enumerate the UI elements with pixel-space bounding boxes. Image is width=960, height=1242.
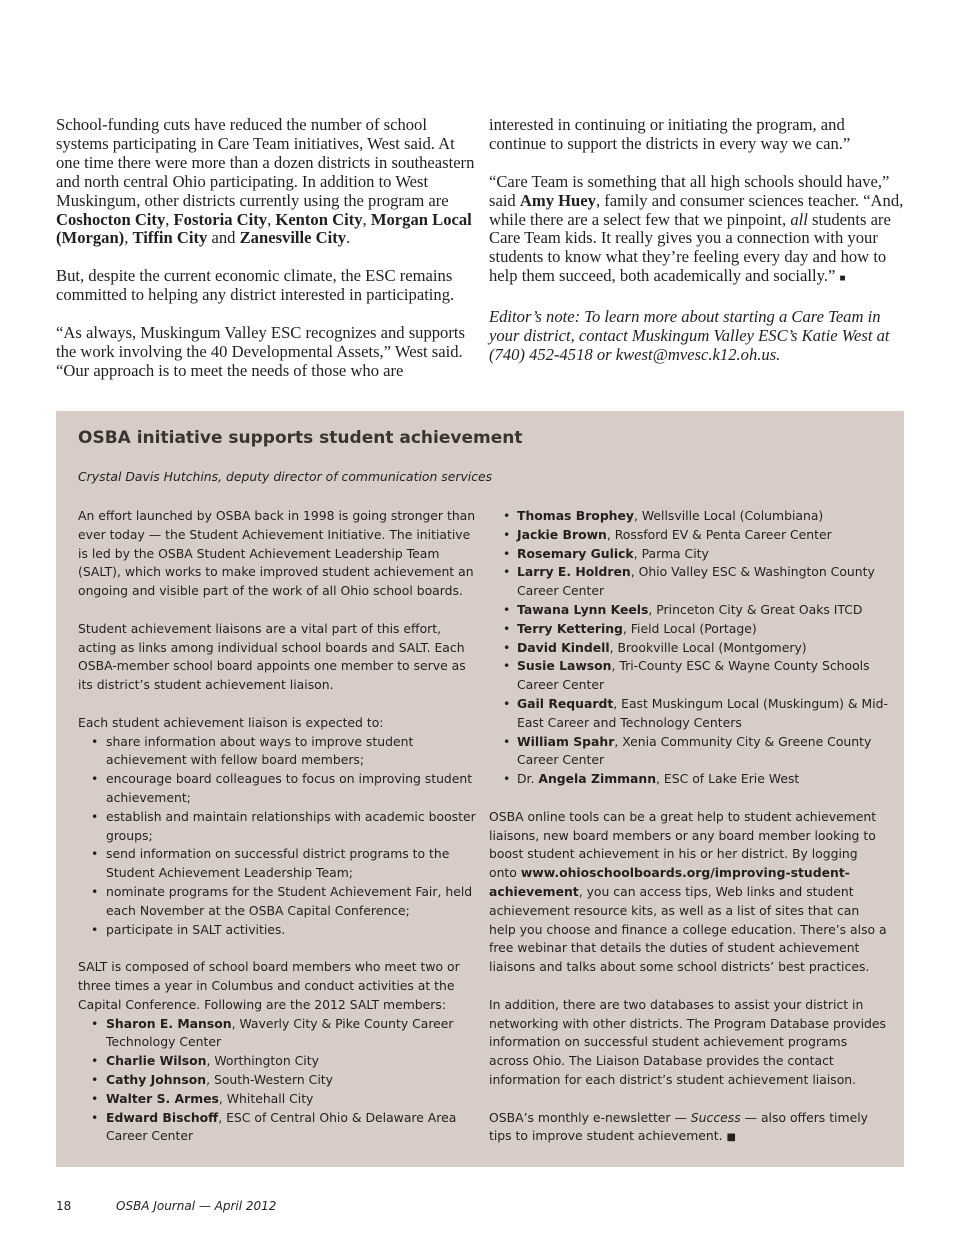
list-item [78,883,476,921]
article-right-column [489,116,904,384]
text-run: , Field Local (Portage) [622,620,757,636]
bold-text: Susie Lawson [517,658,612,674]
italic-text: all [790,209,808,229]
paragraph [489,1109,889,1149]
end-mark: ■ [726,1132,736,1144]
sidebar-left-column [78,507,476,1165]
list-item [78,921,476,940]
bold-text: Coshocton City [56,209,166,229]
text-run: nominate programs for the Student Achievement Fair, held each November at the OSBA Capital Conference; [106,883,473,918]
text-run: and [207,228,240,248]
bold-text: Charlie Wilson [106,1053,207,1069]
paragraph [78,958,476,1014]
list-item [489,545,889,564]
article-right-paragraphs [489,116,904,289]
list-item [78,845,476,883]
list-item [78,808,476,846]
bold-text: Gail Requardt [517,695,614,711]
text-run: An effort launched by OSBA back in 1998 is going stronger than ever today — the Student Achievement Initiative. The initiative is led by the OSBA Student Achievement Leadership Team (SALT), which works to make improved student achievement an ongoing and visible part of the work of all Ohio school boards. [78,508,476,599]
bold-text: Fostoria City [173,209,268,229]
bold-text: Rosemary Gulick [517,545,634,561]
list-item [489,563,889,601]
bold-text: Cathy Johnson [106,1071,207,1087]
list-item [489,526,889,545]
text-run: Each student achievement liaison is expected to: [78,714,384,730]
paragraph [78,714,476,733]
text-run: Student achievement liaisons are a vital part of this effort, acting as links among individual school boards and SALT. Each OSBA-member school board appoints one member to serve as its district’s student achievement liaison. [78,620,466,693]
list-item [78,1015,476,1053]
text-run: . [346,228,351,248]
list-item [489,507,889,526]
text-run: share information about ways to improve student achievement with fellow board members; [106,733,414,768]
list-item [78,1071,476,1090]
bullet-list [78,1015,476,1147]
paragraph [56,324,476,381]
text-run: , ESC of Lake Erie West [656,771,800,787]
bold-text: www.ohioschoolboards.org/improving-student-achievement [489,865,850,899]
text-run: students are Care Team kids. It really gives you a connection with your students to know what they’re feeling every day and how to help them succeed, both academically and socially.” [489,209,891,286]
bold-text: Larry E. Holdren [517,564,631,580]
bold-text: Amy Huey [519,190,596,210]
list-item [489,695,889,733]
list-item [489,620,889,639]
text-run: encourage board colleagues to focus on improving student achievement; [106,771,473,805]
text-run: interested in continuing or initiating the program, and continue to support the districts in every way we can.” [489,115,851,153]
bold-text: Thomas Brophey [517,508,634,523]
text-run: , Wellsville Local (Columbiana) [634,508,824,523]
list-item [489,639,889,658]
text-run: , South-Western City [206,1071,333,1087]
text-run: OSBA’s monthly e-newsletter — [489,1109,691,1125]
sidebar-right-column [489,507,889,1167]
text-run: SALT is composed of school board members who meet two or three times a year in Columbus and conduct activities at the Capital Conference. Following are the 2012 SALT members: [78,959,460,1012]
bold-text: David Kindell [517,639,610,655]
paragraph [489,116,904,154]
list-item [489,770,889,789]
bullet-list [78,733,476,940]
text-run: , family and consumer sciences teacher. “And, while there are a select few that we pinpoint, [489,190,904,229]
paragraph [56,116,476,248]
text-run: , [267,209,276,229]
text-run: In addition, there are two databases to assist your district in networking with other districts. The Program Database provides information on successful student achievement programs across Ohio. The Liaison Database provides the contact information for each district’s student achievement liaison. [489,996,887,1087]
text-run: , East Muskingum Local (Muskingum) & Mid-East Career and Technology Centers [517,695,888,730]
text-run: , Parma City [633,545,709,561]
page-footer [56,1199,277,1213]
list-item [78,1052,476,1071]
text-run: send information on successful district programs to the Student Achievement Leadership Team; [106,846,450,881]
paragraph [78,507,476,601]
text-run: , you can access tips, Web links and student achievement resource kits, as well as a list of sites that can help you choose and finance a college education. There’s also a free webinar that details the duties of student achievement liaisons and talks about some school districts’ best practices. [489,883,887,975]
text-run: “As always, Muskingum Valley ESC recognizes and supports the work involving the 40 Developmental Assets,” West said. “Our approach is to meet the needs of those who are [56,322,465,380]
bold-text: Edward Bischoff [106,1109,219,1125]
page-number: 18 [56,1199,72,1213]
sidebar-byline: Crystal Davis Hutchins, deputy director of communication services [78,469,493,484]
text-run: , Princeton City & Great Oaks ITCD [648,601,863,617]
sidebar-title: OSBA initiative supports student achievement [78,428,523,448]
bold-text: Morgan Local (Morgan) [56,209,472,248]
text-run: , [165,209,174,229]
bold-text: Zanesville City [239,228,347,248]
list-item [78,733,476,771]
paragraph [489,996,889,1090]
text-run: “Care Team is something that all high schools should have,” said [489,171,890,210]
text-run: , Rossford EV & Penta Career Center [606,526,832,542]
list-item [78,770,476,808]
list-item [78,1090,476,1109]
bold-text: William Spahr [517,733,615,749]
text-run: , Ohio Valley ESC & Washington County Career Center [517,564,875,599]
list-item [489,657,889,695]
text-run: , Brookville Local (Montgomery) [609,639,807,655]
bullet-list [489,507,889,789]
bold-text: Walter S. Armes [106,1090,219,1106]
bold-text: Angela Zimmann [538,771,657,787]
paragraph [489,808,889,977]
bold-text: Terry Kettering [517,620,623,636]
paragraph [489,173,904,289]
bold-text: Jackie Brown [517,526,607,542]
bold-text: Kenton City [275,209,363,229]
text-run: School-funding cuts have reduced the number of school systems participating in Care Team initiatives, West said. At one time there were more than a dozen districts in southeastern and north central Ohio participating. In addition to West Muskingum, other districts currently using the program are [56,115,475,210]
text-run: , Worthington City [206,1053,319,1069]
text-run: — also offers timely tips to improve student achievement. [489,1109,868,1144]
text-run: , Tri-County ESC & Wayne County Schools Career Center [517,658,870,693]
text-run: participate in SALT activities. [106,921,286,937]
end-mark: ■ [839,273,846,285]
paragraph [78,620,476,695]
sidebar-box [56,411,904,1167]
bold-text: Sharon E. Manson [106,1015,232,1031]
bold-text: Tiffin City [132,228,208,248]
text-run: , Whitehall City [218,1090,314,1106]
list-item [489,733,889,771]
bold-text: Tawana Lynn Keels [517,601,649,617]
list-item [78,1109,476,1147]
text-run: , Waverly City & Pike County Career Technology Center [106,1015,454,1050]
paragraph [56,267,476,305]
text-run: OSBA online tools can be a great help to student achievement liaisons, new board members or any board member looking to boost student achievement in his or her district. By logging onto [489,808,877,881]
text-run: , [124,228,133,248]
list-item [489,601,889,620]
text-run: , [362,209,371,229]
editors-note: Editor’s note: To learn more about starting a Care Team in your district, contact Muskingum Valley ESC’s Katie West at (740) 452-4518 or kwest@mvesc.k12.oh.us. [489,307,890,364]
article-left-column [56,116,476,400]
text-run: establish and maintain relationships with academic booster groups; [106,808,476,843]
publication-info: OSBA Journal — April 2012 [116,1199,277,1213]
text-run: , Xenia Community City & Greene County Career Center [517,733,872,768]
italic-text: Success [690,1109,741,1125]
text-run: , ESC of Central Ohio & Delaware Area Career Center [106,1109,457,1144]
text-run: But, despite the current economic climate, the ESC remains committed to helping any district interested in participating. [56,266,455,305]
text-run: Dr. [517,771,539,787]
